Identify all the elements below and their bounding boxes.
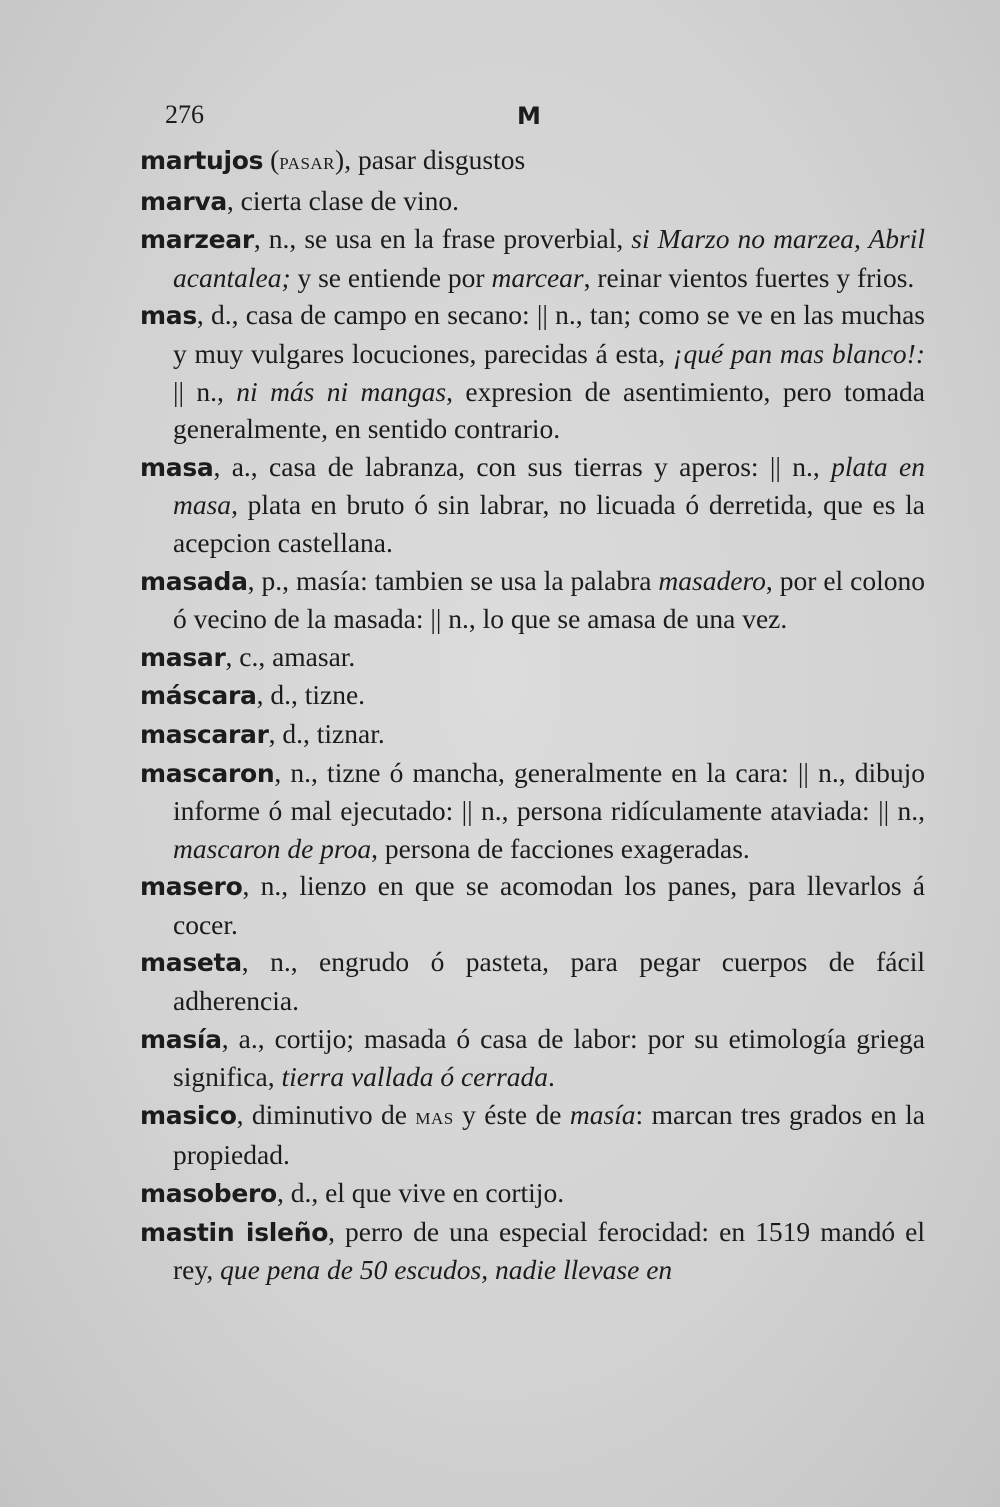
entry-headword: masía [140, 1024, 222, 1054]
dictionary-entry: marzear, n., se usa en la frase proverbial, si Marzo no marzea, Abril acantalea; y se entiende por marcear, reinar vientos fuertes y frios. [140, 223, 925, 293]
entry-headword: masico [140, 1100, 237, 1130]
dictionary-entry: máscara, d., tizne. [140, 679, 366, 711]
entry-headword: marva [140, 186, 227, 216]
dictionary-entry: mascarar, d., tiznar. [140, 717, 385, 749]
entry-headword: masar [140, 642, 226, 672]
entry-headword: máscara [140, 681, 257, 711]
italic-phrase: que pena de 50 escudos, nadie llevase en [220, 1254, 673, 1286]
dictionary-entry: marva, cierta clase de vino. [140, 184, 460, 216]
entry-headword: masero [140, 872, 243, 902]
dictionary-entry: masada, p., masía: tambien se usa la palabra masadero, por el colono ó vecino de la masada: || n., lo que se amasa de una vez. [140, 564, 925, 635]
entry-headword: mastin isleño [140, 1217, 329, 1247]
dictionary-entry: mascaron, n., tizne ó mancha, generalmente en la cara: || n., dibujo informe ó mal ejecutado: || n., persona ridículamente ataviada: || n., mascaron de proa, persona de facciones exageradas. [140, 756, 925, 864]
dictionary-entry: masobero, d., el que vive en cortijo. [140, 1177, 565, 1209]
entry-headword: masa [140, 452, 214, 482]
cross-reference: mas [415, 1103, 454, 1130]
dictionary-entry: masía, a., cortijo; masada ó casa de labor: por su etimología griega significa, tierra vallada ó cerrada. [140, 1022, 925, 1093]
italic-phrase: marcear [491, 261, 584, 293]
italic-phrase: plata en masa [173, 450, 925, 521]
entry-headword: masobero [140, 1179, 277, 1209]
entry-headword: mas [140, 301, 197, 331]
italic-phrase: si Marzo no marzea, Abril acantalea; [173, 223, 925, 293]
entry-headword: mascarar [140, 719, 269, 749]
italic-phrase: masía [569, 1098, 636, 1130]
dictionary-entry: masico, diminutivo de mas y éste de masía: marcan tres grados en la propiedad. [140, 1098, 925, 1171]
entry-headword: marzear [140, 225, 254, 255]
page-number: 276 [165, 100, 204, 129]
dictionary-entry: masa, a., casa de labranza, con sus tierras y aperos: || n., plata en masa, plata en bruto ó sin labrar, no licuada ó derretida, que es la acepcion castellana. [140, 450, 925, 558]
dictionary-entry: masero, n., lienzo en que se acomodan los panes, para llevarlos á cocer. [140, 870, 925, 940]
entry-headword: mascaron [140, 758, 275, 788]
italic-phrase: ni más ni mangas [236, 375, 447, 407]
italic-phrase: masadero [658, 564, 766, 596]
section-letter: M [517, 102, 541, 130]
dictionary-entry: mas, d., casa de campo en secano: || n., tan; como se ve en las muchas y muy vulgares locuciones, parecidas á esta, ¡qué pan mas blanco!: || n., ni más ni mangas, expresion de asentimiento, pero tomada generalmente, en sentido contrario. [140, 299, 926, 445]
page-header [165, 100, 545, 136]
italic-phrase: mascaron de proa [173, 832, 372, 864]
italic-phrase: tierra vallada ó cerrada [281, 1061, 549, 1093]
entry-headword: martujos [140, 146, 264, 175]
dictionary-entry: masar, c., amasar. [140, 640, 356, 672]
italic-phrase: ¡qué pan mas blanco!: [672, 337, 925, 369]
dictionary-entry: martujos (pasar), pasar disgustos [140, 144, 526, 175]
dictionary-entry: maseta, n., engrudo ó pasteta, para pegar cuerpos de fácil adherencia. [140, 946, 925, 1017]
entry-headword: masada [140, 566, 248, 596]
dictionary-entry: mastin isleño, perro de una especial ferocidad: en 1519 mandó el rey, que pena de 50 escudos, nadie llevase en [140, 1215, 925, 1286]
entry-headword: maseta [140, 948, 242, 978]
cross-reference: pasar [279, 149, 336, 175]
dictionary-entries [140, 141, 925, 1289]
